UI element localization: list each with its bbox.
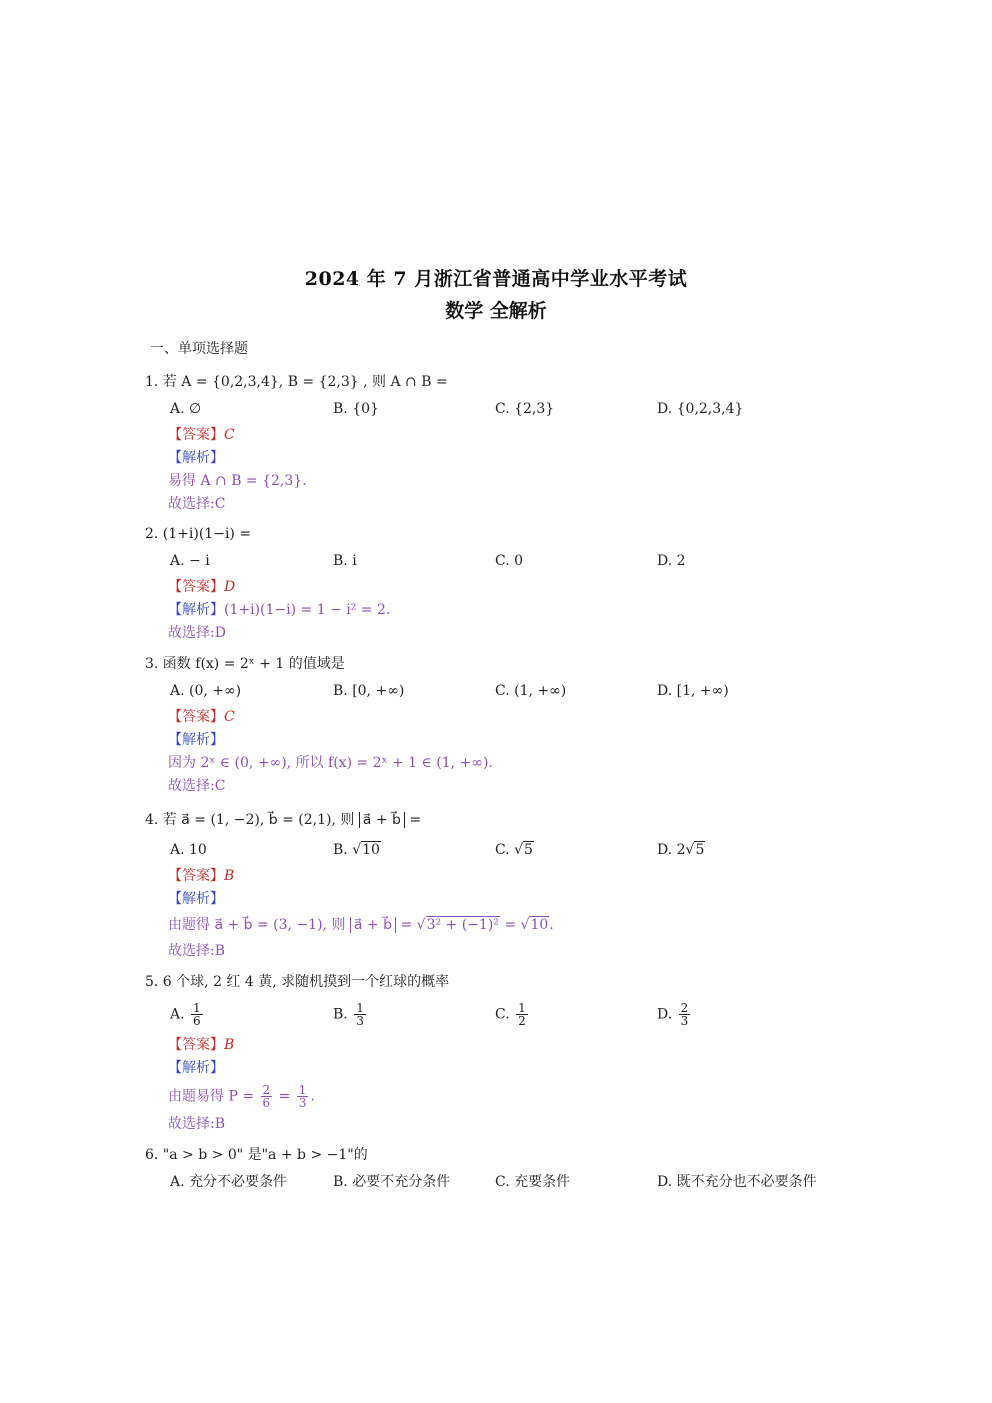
question-3-option-c: C. (1, +∞) (495, 683, 567, 699)
answer-label: 【答案】 (168, 1037, 224, 1053)
answer-value: D (224, 579, 236, 595)
answer-value: B (224, 868, 235, 884)
question-2-answer (168, 577, 235, 597)
question-5-option-c (495, 1002, 530, 1027)
analysis-mid: = √ (400, 917, 426, 933)
question-4-stem (145, 810, 421, 830)
answer-value: C (224, 709, 235, 725)
option-letter: B. (333, 1006, 348, 1023)
option-letter: A. (170, 1006, 185, 1023)
denominator: 3 (298, 1096, 307, 1110)
question-1-option-b: B. {0} (333, 401, 379, 417)
analysis-prefix: 由题得 a⃗ + b⃗ = (3, −1), 则 (168, 917, 346, 933)
question-1-stem: 1. 若 A = {0,2,3,4}, B = {2,3} , 则 A ∩ B = (145, 374, 448, 390)
page-subtitle: 数学 全解析 (445, 300, 547, 322)
answer-value: C (224, 427, 235, 443)
radicand: 5 (524, 842, 533, 858)
question-3-analysis-label: 【解析】 (168, 732, 224, 748)
question-2-option-a: A. − i (170, 553, 210, 569)
question-4-option-d (657, 840, 705, 860)
denominator: 2 (518, 1014, 526, 1028)
vector-sum-magnitude: a⃗ + b⃗ (359, 812, 405, 828)
question-4-option-a: A. 10 (170, 842, 207, 858)
question-2-analysis (168, 600, 390, 620)
answer-label: 【答案】 (168, 579, 224, 595)
fraction (354, 1002, 366, 1027)
question-1-option-c: C. {2,3} (495, 401, 555, 417)
question-5-answer (168, 1035, 234, 1055)
question-2-option-c: C. 0 (495, 553, 524, 569)
radicand: 5 (695, 842, 705, 858)
analysis-prefix: 由题易得 P = (168, 1088, 255, 1105)
analysis-label: 【解析】 (168, 602, 224, 618)
question-3-option-b: B. [0, +∞) (333, 683, 405, 699)
vector-sum-magnitude: a⃗ + b⃗ (350, 917, 396, 933)
question-5-option-a (170, 1002, 205, 1027)
question-5-stem: 5. 6 个球, 2 红 4 黄, 求随机摸到一个红球的概率 (145, 974, 450, 990)
question-3-conclusion: 故选择:C (168, 778, 226, 794)
question-4-option-c (495, 840, 534, 860)
question-6-option-c: C. 充要条件 (495, 1174, 571, 1190)
question-5-analysis-label: 【解析】 (168, 1060, 224, 1076)
denominator: 3 (680, 1014, 689, 1028)
question-1-option-a: A. ∅ (170, 401, 202, 417)
question-3-option-a: A. (0, +∞) (170, 683, 242, 699)
question-2-option-d: D. 2 (657, 553, 686, 569)
question-4-answer (168, 866, 234, 886)
question-2-conclusion: 故选择:D (168, 625, 226, 641)
question-1-option-d: D. {0,2,3,4} (657, 401, 744, 417)
question-1-analysis-label: 【解析】 (168, 450, 224, 466)
question-1-analysis-text: 易得 A ∩ B = {2,3}. (168, 473, 307, 489)
answer-label: 【答案】 (168, 868, 224, 884)
numerator: 1 (298, 1083, 307, 1097)
option-prefix: B. √ (333, 842, 362, 858)
question-3-analysis-text: 因为 2ˣ ∈ (0, +∞), 所以 f(x) = 2ˣ + 1 ∈ (1, +∞). (168, 755, 493, 771)
question-5-analysis-text (168, 1084, 315, 1109)
analysis-period: . (310, 1088, 315, 1105)
question-1-conclusion: 故选择:C (168, 496, 226, 512)
page-title: 2024 年 7 月浙江省普通高中学业水平考试 (304, 268, 688, 290)
analysis-text: (1+i)(1−i) = 1 − i² = 2. (224, 602, 391, 618)
stem-prefix: 4. 若 a⃗ = (1, −2), b⃗ = (2,1), 则 (145, 812, 355, 828)
section-title: 一、单项选择题 (150, 341, 248, 357)
question-6-option-d: D. 既不充分也不必要条件 (657, 1174, 817, 1190)
denominator: 6 (262, 1096, 271, 1110)
question-5-option-b (333, 1002, 368, 1027)
answer-label: 【答案】 (168, 427, 224, 443)
question-3-option-d: D. [1, +∞) (657, 683, 729, 699)
analysis-end: = √ (504, 917, 530, 933)
numerator: 1 (193, 1001, 201, 1015)
question-5-conclusion: 故选择:B (168, 1116, 226, 1132)
analysis-period: . (549, 917, 554, 933)
numerator: 2 (262, 1083, 271, 1097)
denominator: 6 (193, 1014, 201, 1028)
fraction (297, 1084, 309, 1109)
radicand-result: 10 (530, 917, 549, 933)
fraction (516, 1002, 528, 1027)
question-2-option-b: B. i (333, 553, 357, 569)
question-4-analysis-text (168, 915, 554, 935)
radicand: 3² + (−1)² (426, 917, 499, 933)
numerator: 1 (356, 1001, 364, 1015)
question-2-stem: 2. (1+i)(1−i) = (145, 526, 252, 542)
numerator: 2 (680, 1001, 689, 1015)
option-prefix: D. 2√ (657, 842, 695, 858)
question-1-answer (168, 425, 235, 445)
fraction (261, 1084, 273, 1109)
answer-label: 【答案】 (168, 709, 224, 725)
radicand: 10 (362, 842, 380, 858)
numerator: 1 (518, 1001, 526, 1015)
question-4-conclusion: 故选择:B (168, 943, 226, 959)
question-5-option-d (657, 1002, 692, 1027)
denominator: 3 (356, 1014, 364, 1028)
question-4-analysis-label: 【解析】 (168, 891, 224, 907)
question-6-option-a: A. 充分不必要条件 (170, 1174, 288, 1190)
option-letter: D. (657, 1006, 673, 1023)
fraction (191, 1002, 203, 1027)
question-3-answer (168, 707, 235, 727)
option-letter: C. (495, 1006, 510, 1023)
stem-suffix: = (409, 812, 422, 828)
question-3-stem: 3. 函数 f(x) = 2ˣ + 1 的值域是 (145, 656, 345, 672)
fraction (679, 1002, 691, 1027)
question-6-stem: 6. "a > b > 0" 是"a + b > −1"的 (145, 1147, 368, 1163)
option-prefix: C. √ (495, 842, 524, 858)
question-6-option-b: B. 必要不充分条件 (333, 1174, 451, 1190)
answer-value: B (224, 1037, 235, 1053)
question-4-option-b (333, 840, 381, 860)
equals: = (278, 1088, 291, 1105)
